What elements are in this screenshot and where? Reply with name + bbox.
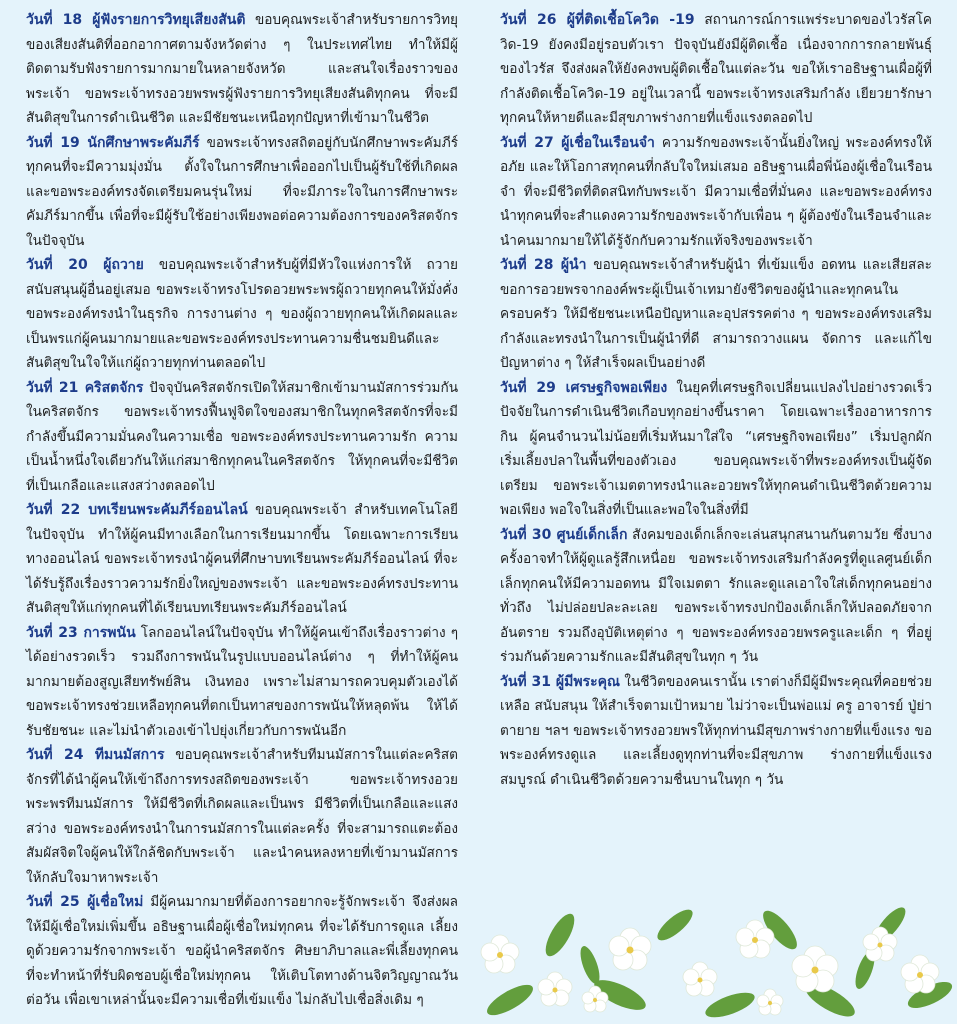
entry-heading: วันที่ 24 ทีมนมัสการ <box>26 747 165 763</box>
entry-heading: วันที่ 20 ผู้ถวาย <box>26 257 144 273</box>
entry-heading: วันที่ 21 คริสตจักร <box>26 379 144 396</box>
entry-text: ในยุคที่เศรษฐกิจเปลี่ยนแปลงไปอย่างรวดเร็ว ปัจจัยในการดำเนินชีวิตเกือบทุกอย่างขึ้นราคา โดยเฉพาะเรื่องอาหารการกิน ผู้คนจำนวนไม่น้อยที่เริ่มหันมาใส่ใจ “เศรษฐกิจพอเพียง” เริ่มปลูกผัก เริ่มเลี้ยงปลาในพื้นที่ของตัวเอง ขอบคุณพระเจ้าที่พระองค์ทรงเป็นผู้จัดเตรียม ขอพระเจ้าเมตตาทรงนำและอวยพรให้ทุกคนดำเนินชีวิตด้วยความพอเพียง พอใจในสิ่งที่เป็นและพอใจในสิ่งที่มี <box>500 379 932 518</box>
entry-text: ปัจจุบันคริสตจักรเปิดให้สมาชิกเข้ามานมัสการร่วมกันในคริสตจักร ขอพระเจ้าทรงฟื้นฟูจิตใจของสมาชิกในทุกคริสตจักรที่จะมีกำลังขึ้นมีความมั่นคงในความเชื่อ ขอพระองค์ทรงประทานความรัก ความเป็นน้ำหนึ่งใจเดียวกันให้แก่สมาชิกทุกคนในคริสตจักร ให้ทุกคนที่จะมีชีวิตที่เป็นเกลือและแสงสว่างตลอดไป <box>26 379 458 494</box>
prayer-entry-26 <box>500 8 932 131</box>
entry-text: ขอบคุณพระเจ้าสำหรับทีมนมัสการในแต่ละคริสตจักรที่ได้นำผู้คนให้เข้าถึงการทรงสถิตของพระเจ้า ขอพระเจ้าทรงอวยพระพรทีมนมัสการ ให้มีชีวิตที่เกิดผลและเป็นพร มีชีวิตที่เป็นเกลือและแสงสว่าง ขอพระองค์ทรงนำในการนมัสการในแต่ละครั้ง ที่จะสามารถแตะต้องสัมผัสจิตใจผู้คนให้ใกล้ชิดกับพระเจ้า และนำคนหลงหายที่เข้ามานมัสการให้กลับใจมาหาพระเจ้า <box>26 747 458 886</box>
prayer-entry-21 <box>26 376 458 499</box>
entry-text: ในชีวิตของคนเรานั้น เราต่างก็มีผู้มีพระคุณที่คอยช่วยเหลือ สนับสนุน ให้สำเร็จตามเป้าหมาย ไม่ว่าจะเป็นพ่อแม่ ครู อาจารย์ ปู่ย่า ตายาย ฯลฯ ขอพระเจ้าทรงอวยพรให้ทุกท่านมีสุขภาพร่างกายที่แข็งแรง ขอพระองค์ทรงดูแล และเลี้ยงดูทุกท่านที่จะมีสุขภาพ ร่างกายที่แข็งแรง สมบูรณ์ ดำเนินชีวิตด้วยความชื่นบานในทุก ๆ วัน <box>500 673 932 788</box>
entry-heading: วันที่ 22 บทเรียนพระคัมภีร์ออนไลน์ <box>26 502 248 518</box>
entry-heading: วันที่ 27 ผู้เชื่อในเรือนจำ <box>500 134 655 151</box>
prayer-entry-28 <box>500 253 932 376</box>
entry-heading: วันที่ 28 ผู้นำ <box>500 257 587 273</box>
prayer-entry-24 <box>26 743 458 890</box>
prayer-entry-31 <box>500 670 932 793</box>
prayer-entry-30 <box>500 523 932 670</box>
entry-text: สถานการณ์การแพร่ระบาดของไวรัสโควิด-19 ยังคงมีอยู่รอบตัวเรา ปัจจุบันยังมีผู้ติดเชื้อ เนื่องจากการกลายพันธุ์ของไวรัส จึงส่งผลให้ยังคงพบผู้ติดเชื้อในแต่ละวัน ขอให้เราอธิษฐานเผื่อผู้ที่กำลังติดเชื้อโควิด-19 อยู่ในเวลานี้ ขอพระเจ้าทรงเสริมกำลัง เยียวยารักษาทุกคนให้หายดีและมีสุขภาพร่างกายที่แข็งแรงตลอดไป <box>500 12 932 126</box>
prayer-entry-18 <box>26 8 458 131</box>
entry-text: ขอบคุณพระเจ้าสำหรับผู้ที่มีหัวใจแห่งการให้ ถวาย สนับสนุนผู้อื่นอยู่เสมอ ขอพระเจ้าทรงโปรดอวยพระพรผู้ถวายทุกคนให้มั่งคั่ง ขอพระองค์ทรงนำในธุรกิจ การงานต่าง ๆ ของผู้ถวายทุกคนให้เกิดผลและเป็นพรแก่ผู้คนมากมายและขอพระองค์ทรงประทานความชื่นชมยินดีและสันติสุขในใจให้แก่ผู้ถวายทุกท่านตลอดไป <box>26 257 458 371</box>
entry-heading: วันที่ 30 ศูนย์เด็กเล็ก <box>500 526 628 543</box>
prayer-entry-23 <box>26 621 458 744</box>
prayer-entry-20 <box>26 253 458 376</box>
prayer-entry-19 <box>26 131 458 254</box>
prayer-entry-27 <box>500 131 932 254</box>
entry-heading: วันที่ 26 ผู้ที่ติดเชื้อโควิด -19 <box>500 12 695 28</box>
entry-heading: วันที่ 29 เศรษฐกิจพอเพียง <box>500 379 668 396</box>
entry-text: สังคมของเด็กเล็กจะเล่นสนุกสนานกันตามวัย ซึ่งบางครั้งอาจทำให้ผู้ดูแลรู้สึกเหนื่อย ขอพระเจ้าทรงเสริมกำลังครูที่ดูแลศูนย์เด็กเล็กทุกคนให้มีความอดทน มีใจเมตตา รักและดูแลเอาใจใส่เด็กทุกคนอย่างทั่วถึง ไม่ปล่อยปละละเลย ขอพระเจ้าทรงปกป้องเด็กเล็กให้ปลอดภัยจากอันตราย รวมถึงอุบัติเหตุต่าง ๆ ขอพระองค์ทรงอวยพรครูและเด็ก ๆ ที่อยู่ร่วมกันด้วยความรักและมีสันติสุขในทุก ๆ วัน <box>500 526 933 665</box>
entry-text: ขอบคุณพระเจ้า สำหรับเทคโนโลยีในปัจจุบัน ทำให้ผู้คนมีทางเลือกในการเรียนมากขึ้น โดยเฉพาะการเรียนทางออนไลน์ ขอพระเจ้าทรงนำผู้คนที่ศึกษาบทเรียนพระคัมภีร์ออนไลน์ ที่จะได้รับรู้ถึงเรื่องราวความรักยิ่งใหญ่ของพระเจ้า และขอพระองค์ทรงประทานสันติสุขให้แก่ทุกคนที่ได้เรียนบทเรียนพระคัมภีร์ออนไลน์ <box>26 502 458 616</box>
prayer-entry-25 <box>26 890 458 1013</box>
white-flowers-icon <box>470 895 957 1024</box>
entry-heading: วันที่ 31 ผู้มีพระคุณ <box>500 673 620 690</box>
left-column <box>26 8 458 1013</box>
right-column <box>500 8 932 792</box>
entry-text: มีผู้คนมากมายที่ต้องการอยากจะรู้จักพระเจ้า จึงส่งผลให้มีผู้เชื่อใหม่เพิ่มขึ้น อธิษฐานเผื่อผู้เชื่อใหม่ทุกคน ที่จะได้รับการดูแล เลี้ยงดูด้วยความรักจากพระเจ้า ขอผู้นำคริสตจักร ศิษยาภิบาลและพี่เลี้ยงทุกคน ที่จะทำหน้าที่รับผิดชอบผู้เชื่อใหม่ทุกคน ให้เติบโตทางด้านจิตวิญญาณวันต่อวัน เพื่อเขาเหล่านั้นจะมีความเชื่อที่เข้มแข็ง ไม่กลับไปเชื่อสิ่งเดิม ๆ <box>26 894 459 1008</box>
entry-text: ขอพระเจ้าทรงสถิตอยู่กับนักศึกษาพระคัมภีร์ทุกคนที่จะมีความมุ่งมั่น ตั้งใจในการศึกษาเพื่อออกไปเป็นผู้รับใช้ที่เกิดผล และขอพระองค์ทรงจัดเตรียมคนรุ่นใหม่ ที่จะมีภาระใจในการศึกษาพระคัมภีร์มากขึ้น เพื่อที่จะมีผู้รับใช้อย่างเพียงพอต่อความต้องการของคริสตจักรในปัจจุบัน <box>26 134 458 249</box>
entry-text: ขอบคุณพระเจ้าสำหรับรายการวิทยุของเสียงสันติที่ออกอากาศตามจังหวัดต่าง ๆ ในประเทศไทย ทำให้มีผู้ติดตามรับฟังรายการมากมายในหลายจังหวัด และสนใจเรื่องราวของพระเจ้า ขอพระเจ้าทรงอวยพรพรผู้ฟังรายการวิทยุเสียงสันติทุกคน ที่จะมีสันติสุขในการดำเนินชีวิต และมีชัยชนะเหนือทุกปัญหาที่เข้ามาในชีวิต <box>26 12 458 126</box>
entry-heading: วันที่ 19 นักศึกษาพระคัมภีร์ <box>26 134 200 151</box>
entry-text: ความรักของพระเจ้านั้นยิ่งใหญ่ พระองค์ทรงให้อภัย และให้โอกาสทุกคนที่กลับใจใหม่เสมอ อธิษฐานเผื่อพี่น้องผู้เชื่อในเรือนจำ ที่จะมีชีวิตที่ติดสนิทกับพระเจ้า มีความเชื่อที่มั่นคง และขอพระองค์ทรงนำทุกคนที่จะสำแดงความรักของพระเจ้ากับเพื่อน ๆ ผู้ต้องขังในเรือนจำและนำคนมากมายให้ได้รู้จักกับความรักแท้จริงของพระเจ้า <box>500 134 932 249</box>
entry-text: ขอบคุณพระเจ้าสำหรับผู้นำ ที่เข้มแข็ง อดทน และเสียสละ ขอการอวยพรจากองค์พระผู้เป็นเจ้าเทมายังชีวิตของผู้นำและทุกคนในครอบครัว ให้มีชัยชนะเหนือปัญหาและอุปสรรคต่าง ๆ ขอพระองค์ทรงเสริมกำลังและทรงนำในการเป็นผู้นำที่ดี สามารถวางแผน จัดการ และแก้ไขปัญหาต่าง ๆ ให้สำเร็จผลเป็นอย่างดี <box>500 257 932 371</box>
entry-text: โลกออนไลน์ในปัจจุบัน ทำให้ผู้คนเข้าถึงเรื่องราวต่าง ๆ ได้อย่างรวดเร็ว รวมถึงการพนันในรูปแบบออนไลน์ต่าง ๆ ที่ทำให้ผู้คนมากมายต้องสูญเสียทรัพย์สิน เงินทอง เพราะไม่สามารถควบคุมตัวเองได้ ขอพระเจ้าทรงช่วยเหลือทุกคนที่ตกเป็นทาสของการพนันให้หลุดพ้น ให้ได้รับชัยชนะ และไม่นำตัวเองเข้าไปยุ่งเกี่ยวกับการพนันอีก <box>26 624 458 739</box>
entry-heading: วันที่ 18 ผู้ฟังรายการวิทยุเสียงสันติ <box>26 12 246 28</box>
entry-heading: วันที่ 23 การพนัน <box>26 624 136 641</box>
entry-heading: วันที่ 25 ผู้เชื่อใหม่ <box>26 894 144 910</box>
prayer-entry-29 <box>500 376 932 523</box>
prayer-entry-22 <box>26 498 458 621</box>
